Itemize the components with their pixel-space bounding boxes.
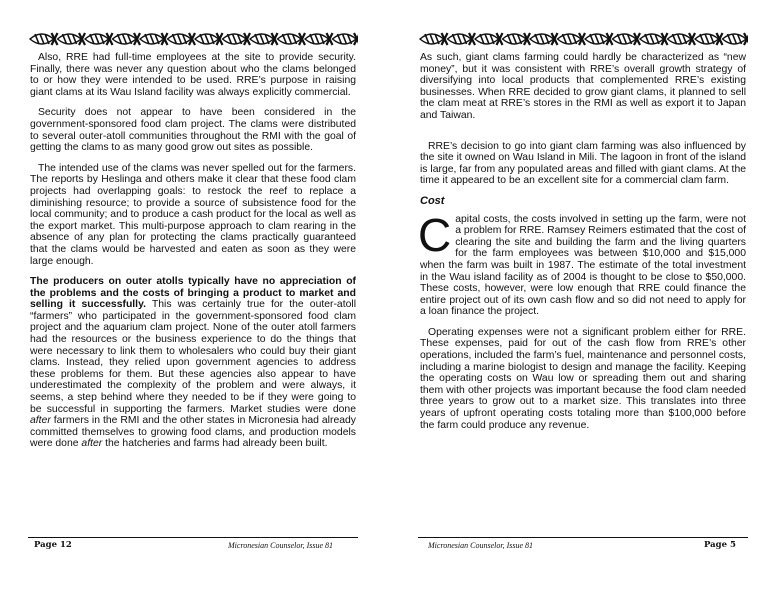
ornament-segment <box>448 33 476 45</box>
ornament-segment <box>58 33 86 45</box>
left-footer <box>28 537 358 552</box>
ornament-segment <box>85 33 113 45</box>
ornament-segment <box>695 33 723 45</box>
ornament-segment <box>30 33 58 45</box>
ornament-segment <box>140 33 168 45</box>
ornament-segment <box>250 33 278 45</box>
ornament-segment <box>420 33 448 45</box>
right-page-number: Page 5 <box>704 540 736 550</box>
cost-paragraph <box>418 208 746 318</box>
left-page-number: Page 12 <box>34 540 72 550</box>
section-heading-cost: Cost <box>420 194 445 207</box>
right-page <box>418 0 748 600</box>
ornament-segment <box>585 33 613 45</box>
ornament-segment <box>168 33 196 45</box>
para4-italic-2: after <box>81 438 103 450</box>
ornament-segment <box>223 33 251 45</box>
para4-text-c: the hatcheries and farms had already been built. <box>102 438 328 450</box>
left-body-text <box>30 52 356 459</box>
ornament-segment <box>530 33 558 45</box>
para4-text-b: farmers in the RMI and the other states in Micronesia had already committed themselves to growing food clams, and production models were done <box>30 415 356 450</box>
left-paragraph-1: Also, RRE had full-time employees at the site to provide security. Finally, there was never any question about who the clams belonged to or how they were intended to be used. RRE’s purpose in raising giant clams at its Wau Island facility was always explicitly commercial. <box>30 52 356 98</box>
left-issue-label: Micronesian Counselor, Issue 81 <box>228 541 334 550</box>
right-paragraph-1: As such, giant clams farming could hardly be characterized as “new money”, but it was consistent with RRE’s overall growth strategy of diversifying into local products that complemented RRE’s existing businesses. When RRE decided to grow giant clams, it planned to sell the clam meat at RRE’s stores in the RMI as well as export it to Japan and Taiwan. <box>420 52 746 121</box>
ornament-segment <box>640 33 668 45</box>
bold-lead-text: The producers on outer atolls typically have no appreciation of the problems and the costs of bringing a product to market and selling it successfully. <box>30 276 356 311</box>
ornament-segment <box>113 33 141 45</box>
left-paragraph-2: Security does not appear to have been considered in the government-sponsored food clam project. The clams were distributed to several outer-atoll communities throughout the RMI with the goal of getting the clams to as many good grow out sites as possible. <box>30 107 356 154</box>
ornament-segment <box>305 33 333 45</box>
para4-italic-1: after <box>30 415 51 427</box>
right-paragraph-last: Operating expenses were not a significant problem either for RRE. These expenses, paid for out of the cash flow from RRE’s other operations, included the farm’s fuel, maintenance and personnel costs, including a marine biologist to design and manage the facility. Keeping the operating costs on Wau low or spreading them out and sharing them with other projects was important because the food clam needed three years to grow out to a market size. This translates into three years of upfront operating costs totaling more than $100,000 before the farm could produce any revenue. <box>420 326 746 431</box>
left-paragraph-4 <box>30 276 356 450</box>
ornament-segment <box>558 33 586 45</box>
left-paragraph-3: The intended use of the clams was never spelled out for the farmers. The reports by Heslinga and others make it clear that these food clam projects had overlapping goals: to restock the reef to replace a diminishing resource; to provide a source of subsistence food for the local community; and to produce a cash product for the local as well as the export market. This multi-purpose approach to clam rearing in the absence of any plan for protecting the clams practically guaranteed that the clams would be harvested and eaten as soon as they were large enough. <box>30 162 356 267</box>
cost-paragraph-text: apital costs, the costs involved in setting up the farm, were not a problem for RRE. Ramsey Reimers estimated that the cost of clearing the site and building the farm and the living quarters for the farm employees was between $10,000 and $15,000 when the farm was built in 1987. The estimate of the total investment in the Wau island facility as of 2004 is thought to be close to $50,000. These costs, however, were low enough that RRE could finance the entire project out of its own cash flow and so did not need to apply for a loan finance the project. <box>420 213 746 318</box>
para4-text-a: This was certainly true for the outer-atoll “farmers” who participated in the government-sponsored food clam project and the aquarium clam project. None of the outer atoll farmers had the resources or the business experience to do the things that were necessary to link them to wholesalers who could buy their giant clams. Instead, they relied upon government agencies to address these problems for them. But these agencies also appear to have underestimated the complexity of the problem and were always, it seems, a step behind where they needed to be if they were going to be successful in supporting the farmers. Market studies were done <box>30 299 356 415</box>
left-page <box>28 0 358 600</box>
drop-cap: C <box>418 208 452 261</box>
ornament-segment <box>278 33 306 45</box>
ornament-segment <box>333 33 359 45</box>
ornament-segment <box>613 33 641 45</box>
ornament-segment <box>195 33 223 45</box>
ornament-segment <box>668 33 696 45</box>
right-issue-label: Micronesian Counselor, Issue 81 <box>428 541 534 550</box>
right-body-text <box>420 52 746 440</box>
ornamental-border-right <box>418 28 748 50</box>
right-paragraph-2: RRE’s decision to go into giant clam farming was also influenced by the site it owned on Wau Island in Mili. The lagoon in front of the island is large, far from any populated areas and filled with giant clams. At the time it appeared to be an excellent site for a commercial clam farm. <box>420 140 746 187</box>
ornament-segment <box>503 33 531 45</box>
right-footer <box>418 537 748 552</box>
ornament-segment <box>475 33 503 45</box>
ornament-segment <box>723 33 749 45</box>
ornamental-border-left <box>28 28 358 50</box>
